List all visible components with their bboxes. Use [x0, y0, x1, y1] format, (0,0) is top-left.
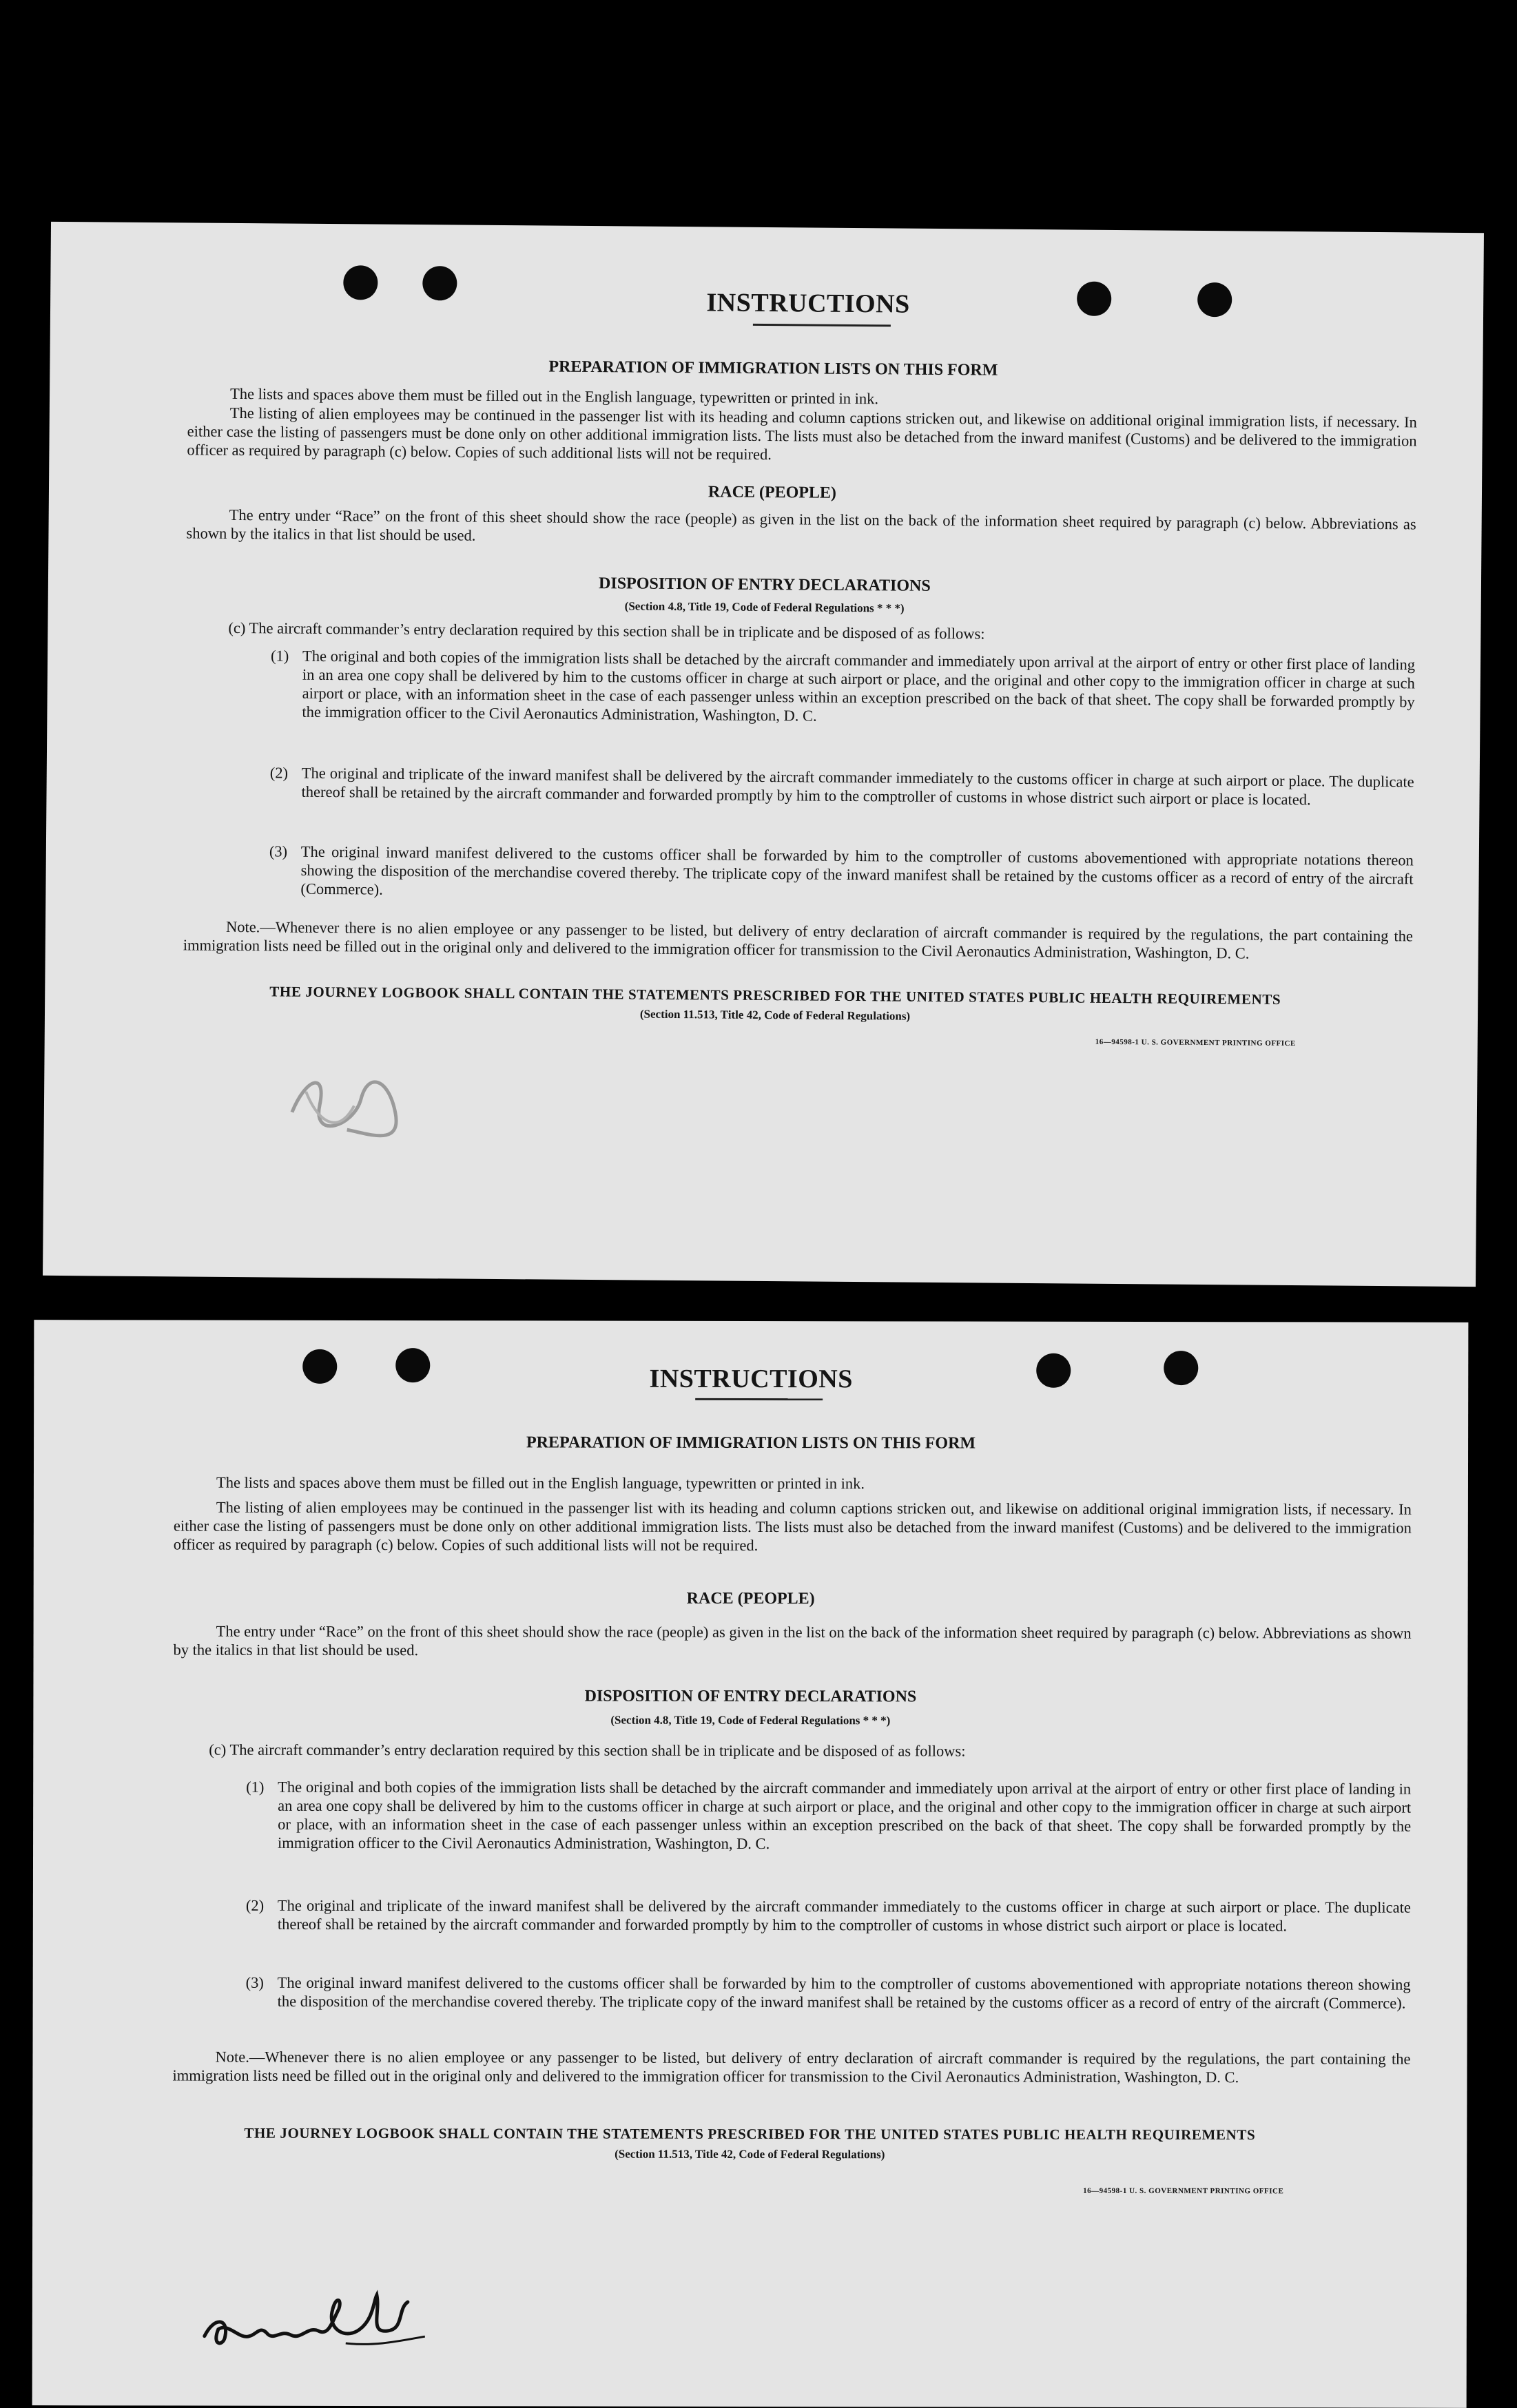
- list-item-1: (1) The original and both copies of the immigration lists shall be detached by the aircraft commander and immediately upon arrival at the airport of entry or other first place of landing in an area one copy shall be delivered by him to the customs officer in charge at such airport or place, and the original and other copy to the immigration officer in charge at such airport or place, with an information sheet in the case of each passenger unless within an exception prescribed on the back of that sheet. The copy shall be forwarded promptly by the immigration officer to the Civil Aeronautics Administration, Washington, D. C.: [246, 1778, 1412, 1853]
- title-underline: [695, 1398, 823, 1400]
- paragraph-note: Note.—Whenever there is no alien employee or any passenger to be listed, but delivery of entry declaration of aircraft commander is required by the regulations, the part containing the immigration lists need be filled out in the original only and delivered to the immigration officer for transmission to the Civil Aeronautics Administration, Washington, D. C.: [183, 917, 1414, 962]
- section-heading-disposition: DISPOSITION OF ENTRY DECLARATIONS: [584, 1687, 917, 1706]
- paragraph-preparation-2: The listing of alien employees may be continued in the passenger list with its heading and column captions stricken out, and likewise on additional original immigration lists, if necessary. In either case the listing of passengers must be done only on other additional immigration lists. The lists must also be detached from the inward manifest (Customs) and be delivered to the immigration officer as required by paragraph (c) below. Copies of such additional lists will not be required.: [187, 404, 1417, 464]
- printing-office-imprint: 16—94598-1 U. S. GOVERNMENT PRINTING OFFICE: [1095, 1037, 1296, 1048]
- page-title: INSTRUCTIONS: [649, 1364, 853, 1394]
- disposition-reference: (Section 4.8, Title 19, Code of Federal Regulations * * *): [624, 599, 905, 615]
- handwritten-signature: [198, 2281, 487, 2371]
- section-heading-preparation: PREPARATION OF IMMIGRATION LISTS ON THIS FORM: [548, 357, 998, 380]
- logbook-statement: THE JOURNEY LOGBOOK SHALL CONTAIN THE STATEMENTS PRESCRIBED FOR THE UNITED STATES PUBLIC HEALTH REQUIREMENTS: [244, 2124, 1256, 2144]
- section-heading-race: RACE (PEOPLE): [708, 483, 837, 502]
- paragraph-disposition-c: (c) The aircraft commander’s entry declaration required by this section shall be in triplicate and be disposed of as follows:: [209, 1741, 966, 1760]
- list-item-3: (3) The original inward manifest delivered to the customs officer shall be forwarded by him to the comptroller of customs abovementioned with appropriate notations thereon showing the disposition of the merchandise covered thereby. The triplicate copy of the inward manifest shall be retained by the customs officer as a record of entry of the aircraft (Commerce).: [269, 842, 1414, 898]
- disposition-reference: (Section 4.8, Title 19, Code of Federal Regulations * * *): [610, 1713, 891, 1727]
- title-underline: [753, 324, 891, 327]
- page-title: INSTRUCTIONS: [706, 288, 910, 319]
- paragraph-preparation-1: The lists and spaces above them must be filled out in the English language, typewritten or printed in ink.: [216, 1473, 865, 1493]
- list-item-1: (1) The original and both copies of the immigration lists shall be detached by the aircraft commander and immediately upon arrival at the airport of entry or other first place of landing in an area one copy shall be delivered by him to the customs officer in charge at such airport or place, and the original and other copy to the immigration officer in charge at such airport or place, with an information sheet in the case of each passenger unless within an exception prescribed on the back of that sheet. The copy shall be forwarded promptly by the immigration officer to the Civil Aeronautics Administration, Washington, D. C.: [271, 647, 1416, 725]
- list-item-2: (2) The original and triplicate of the inward manifest shall be delivered by the aircraft commander immediately to the customs officer in charge at such airport or place. The duplicate thereof shall be retained by the aircraft commander and forwarded promptly by him to the comptroller of customs in whose district such airport or place is located.: [269, 764, 1414, 809]
- logbook-statement: THE JOURNEY LOGBOOK SHALL CONTAIN THE STATEMENTS PRESCRIBED FOR THE UNITED STATES PUBLIC HEALTH REQUIREMENTS: [269, 983, 1281, 1008]
- section-heading-disposition: DISPOSITION OF ENTRY DECLARATIONS: [598, 574, 931, 595]
- paragraph-preparation-1: The lists and spaces above them must be filled out in the English language, typewritten or printed in ink.: [229, 384, 879, 408]
- paragraph-disposition-c: (c) The aircraft commander’s entry declaration required by this section shall be in triplicate and be disposed of as follows:: [228, 619, 985, 643]
- paragraph-race: The entry under “Race” on the front of this sheet should show the race (people) as given in the list on the back of the information sheet required by paragraph (c) below. Abbreviations as shown by the italics in that list should be used.: [186, 506, 1416, 544]
- section-heading-preparation: PREPARATION OF IMMIGRATION LISTS ON THIS FORM: [526, 1433, 976, 1453]
- paragraph-preparation-2: The listing of alien employees may be continued in the passenger list with its heading and column captions stricken out, and likewise on additional original immigration lists, if necessary. In either case the listing of passengers must be done only on other additional immigration lists. The lists must also be detached from the inward manifest (Customs) and be delivered to the immigration officer as required by paragraph (c) below. Copies of such additional lists will not be required.: [173, 1498, 1412, 1555]
- instruction-sheet-top: [43, 222, 1484, 1287]
- section-heading-race: RACE (PEOPLE): [686, 1589, 815, 1608]
- faded-stamp-mark: [278, 1063, 417, 1141]
- list-item-3: (3) The original inward manifest delivered to the customs officer shall be forwarded by him to the comptroller of customs abovementioned with appropriate notations thereon showing the disposition of the merchandise covered thereby. The triplicate copy of the inward manifest shall be retained by the customs officer as a record of entry of the aircraft (Commerce).: [245, 1973, 1411, 2012]
- logbook-reference: (Section 11.513, Title 42, Code of Federal Regulations): [639, 1007, 911, 1023]
- paragraph-note: Note.—Whenever there is no alien employee or any passenger to be listed, but delivery of entry declaration of aircraft commander is required by the regulations, the part containing the immigration lists need be filled out in the original only and delivered to the immigration officer for transmission to the Civil Aeronautics Administration, Washington, D. C.: [172, 2048, 1411, 2086]
- instruction-sheet-bottom: [32, 1320, 1469, 2408]
- printing-office-imprint: 16—94598-1 U. S. GOVERNMENT PRINTING OFFICE: [1083, 2186, 1284, 2196]
- list-item-2: (2) The original and triplicate of the inward manifest shall be delivered by the aircraft commander immediately to the customs officer in charge at such airport or place. The duplicate thereof shall be retained by the aircraft commander and forwarded promptly by him to the comptroller of customs in whose district such airport or place is located.: [245, 1896, 1411, 1935]
- logbook-reference: (Section 11.513, Title 42, Code of Federal Regulations): [615, 2147, 885, 2161]
- paragraph-race: The entry under “Race” on the front of this sheet should show the race (people) as given in the list on the back of the information sheet required by paragraph (c) below. Abbreviations as shown by the italics in that list should be used.: [173, 1622, 1412, 1659]
